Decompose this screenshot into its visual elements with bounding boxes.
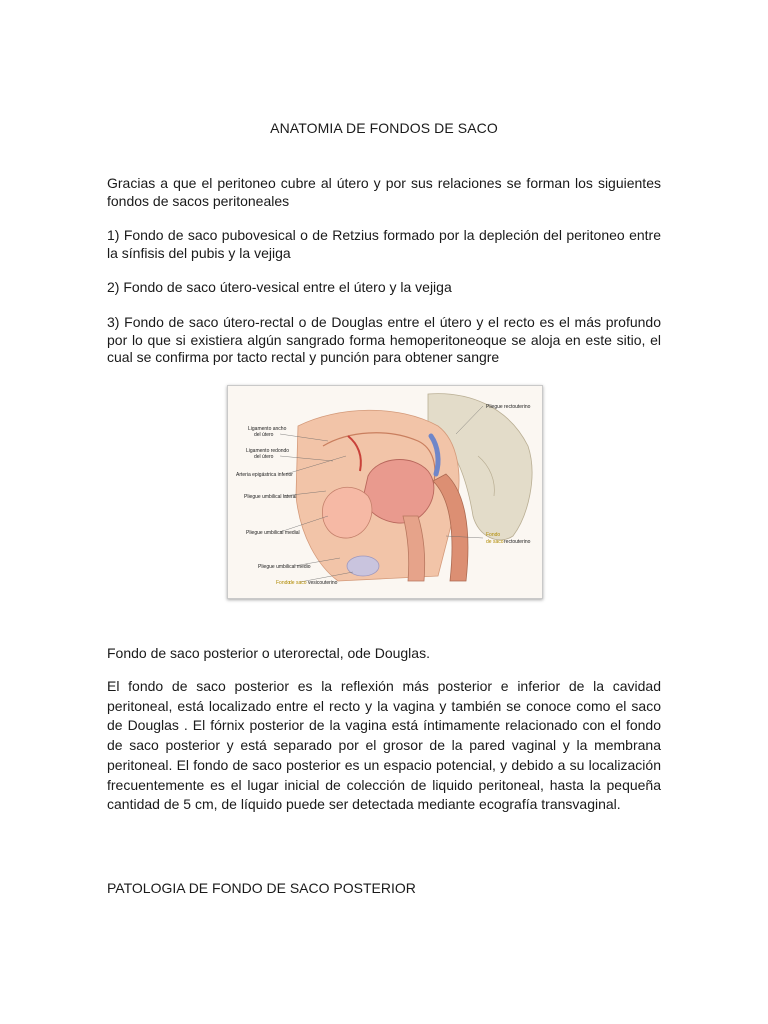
body-paragraph: El fondo de saco posterior es la reflexión más posterior e inferior de la cavidad peritoneal, está localizado entre el recto y la vagina y también se conoce como el saco de Douglas . El fórnix posterior de la vagina está íntimamente relacionado con el fondo de saco posterior y está separado por el grosor de la pared vaginal y la membrana peritoneal. El fondo de saco posterior es un espacio potencial, y debido a su localización frecuentemente es el lugar inicial de colección de liquido peritoneal, hasta la pequeña cantidad de 5 cm, de líquido puede ser detectada mediante ecografía transvaginal. [107,678,661,813]
label-lig-redondo-1: Ligamento redondo [246,448,290,454]
label-fondo-vesico-2: de saco [289,580,307,586]
label-pliegue-medial: Pliegue umbilical medial [246,530,300,536]
intro-paragraph: Gracias a que el peritoneo cubre al útero y por sus relaciones se forman los siguientes fondos de sacos peritoneales [107,175,661,209]
label-fondo-recto-1: Fondo [486,532,501,538]
label-fondo-vesico-3: vesicouterino [308,580,338,586]
subheading: Fondo de saco posterior o uterorectal, ode Douglas. [107,645,430,661]
list-item-2: 2) Fondo de saco útero-vesical entre el útero y la vejiga [107,279,452,295]
label-lig-redondo-2: del útero [254,454,274,460]
section-heading: PATOLOGIA DE FONDO DE SACO POSTERIOR [107,880,416,896]
list-item-3: 3) Fondo de saco útero-rectal o de Douglas entre el útero y el recto es el más profundo por lo que si existiera algún sangrado forma hemoperitoneoque se aloja en este sitio, el cual se confirma por tacto rectal y punción para obtener sangre [107,314,661,365]
label-fondo-vesico-1: Fondo [276,580,291,586]
label-plica-1: Pliegue [486,404,503,410]
label-lig-ancho-1: Ligamento ancho [248,426,287,432]
page-title: ANATOMIA DE FONDOS DE SACO [270,120,498,136]
label-lig-ancho-2: del útero [254,432,274,438]
list-item-1: 1) Fondo de saco pubovesical o de Retzius formado por la depleción del peritoneo entre la sínfisis del pubis y la vejiga [107,227,661,261]
label-pliegue-lateral: Pliegue umbilical lateral [244,494,297,500]
label-pliegue-medio: Pliegue umbilical medio [258,564,311,570]
label-fondo-recto-2: de saco [486,539,504,545]
label-plica-2: rectouterino [504,404,531,410]
pelvis-illustration [228,386,542,598]
label-fondo-recto-3: rectouterino [504,539,531,545]
label-arteria: Arteria epigástrica inferior [236,472,293,478]
anatomy-figure [227,385,543,599]
